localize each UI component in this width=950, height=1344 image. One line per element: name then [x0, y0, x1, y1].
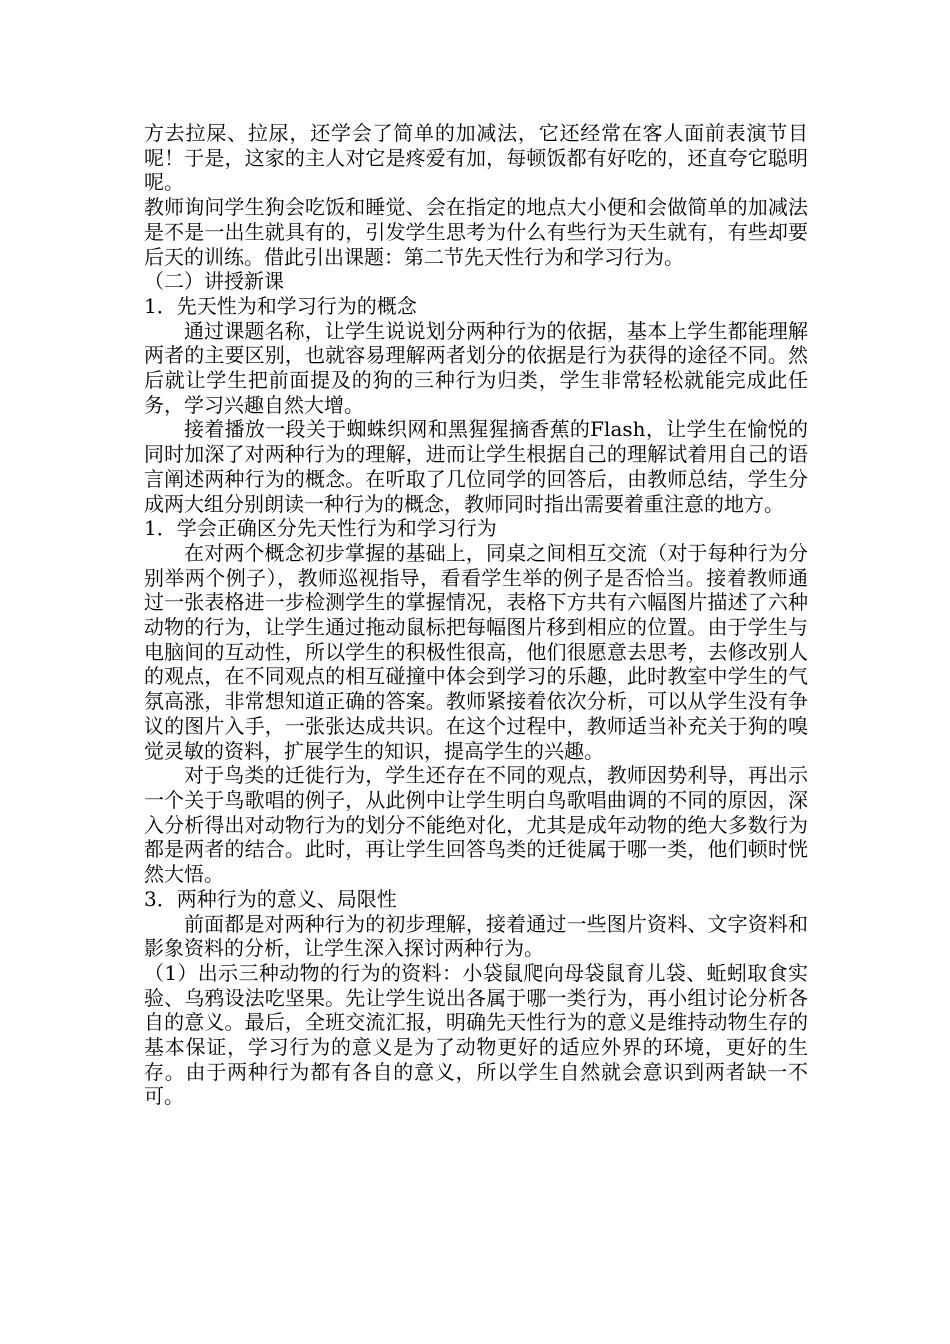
paragraph-teacher-question: 教师询问学生狗会吃饭和睡觉、会在指定的地点大小便和会做简单的加减法是不是一出生就具有的，引发学生思考为什么有些行为天生就有，有些却要后天的训练。借此引出课题：第二节先天性行为和学习行为。 [144, 195, 808, 269]
paragraph-materials-intro: 前面都是对两种行为的初步理解，接着通过一些图片资料、文字资料和影象资料的分析，让学生深入探讨两种行为。 [144, 911, 808, 961]
document-body [144, 121, 808, 1109]
subheading-concepts: 1．先天性为和学习行为的概念 [144, 293, 417, 318]
subheading-distinguish: 1．学会正确区分先天性行为和学习行为 [144, 516, 497, 541]
paragraph-continuation: 方去拉屎、拉尿，还学会了简单的加减法，它还经常在客人面前表演节目呢！于是，这家的主人对它是疼爱有加，每顿饭都有好吃的，还直夸它聪明呢。 [144, 121, 808, 195]
paragraph-bird-migration: 对于鸟类的迁徙行为，学生还存在不同的观点，教师因势利导，再出示一个关于鸟歌唱的例子，从此例中让学生明白鸟歌唱曲调的不同的原因，深入分析得出对动物行为的划分不能绝对化，尤其是成年动物的绝大多数行为都是两者的结合。此时，再让学生回答鸟类的迁徙属于哪一类，他们顿时恍然大悟。 [144, 763, 808, 887]
section-heading-new-lesson: （二）讲授新课 [144, 269, 284, 294]
paragraph-concept-basis: 通过课题名称，让学生说说划分两种行为的依据，基本上学生都能理解两者的主要区别，也就容易理解两者划分的依据是行为获得的途径不同。然后就让学生把前面提及的狗的三种行为归类，学生非常轻松就能完成此任务，学习兴趣自然大增。 [144, 318, 808, 417]
paragraph-three-animals: （1）出示三种动物的行为的资料：小袋鼠爬向母袋鼠育儿袋、蚯蚓取食实验、乌鸦设法吃坚果。先让学生说出各属于哪一类行为，再小组讨论分析各自的意义。最后，全班交流汇报，明确先天性行为的意义是维持动物生存的基本保证，学习行为的意义是为了动物更好的适应外界的环境，更好的生存。由于两种行为都有各自的意义，所以学生自然就会意识到两者缺一不可。 [144, 960, 808, 1109]
paragraph-table-exercise: 在对两个概念初步掌握的基础上，同桌之间相互交流（对于每种行为分别举两个例子），教师巡视指导，看看学生举的例子是否恰当。接着教师通过一张表格进一步检测学生的掌握情况，表格下方共有六幅图片描述了六种动物的行为，让学生通过拖动鼠标把每幅图片移到相应的位置。由于学生与电脑间的互动性，所以学生的积极性很高，他们很愿意去思考，去修改别人的观点，在不同观点的相互碰撞中体会到学习的乐趣，此时教室中学生的气氛高涨，非常想知道正确的答案。教师紧接着依次分析，可以从学生没有争议的图片入手，一张张达成共识。在这个过程中，教师适当补充关于狗的嗅觉灵敏的资料，扩展学生的知识，提高学生的兴趣。 [144, 540, 808, 763]
subheading-significance: 3．两种行为的意义、局限性 [144, 886, 397, 911]
paragraph-flash-video: 接着播放一段关于蜘蛛织网和黑猩猩摘香蕉的Flash，让学生在愉悦的同时加深了对两种行为的理解，进而让学生根据自己的理解试着用自己的语言阐述两种行为的概念。在听取了几位同学的回答后，由教师总结，学生分成两大组分别朗读一种行为的概念，教师同时指出需要着重注意的地方。 [144, 417, 808, 516]
